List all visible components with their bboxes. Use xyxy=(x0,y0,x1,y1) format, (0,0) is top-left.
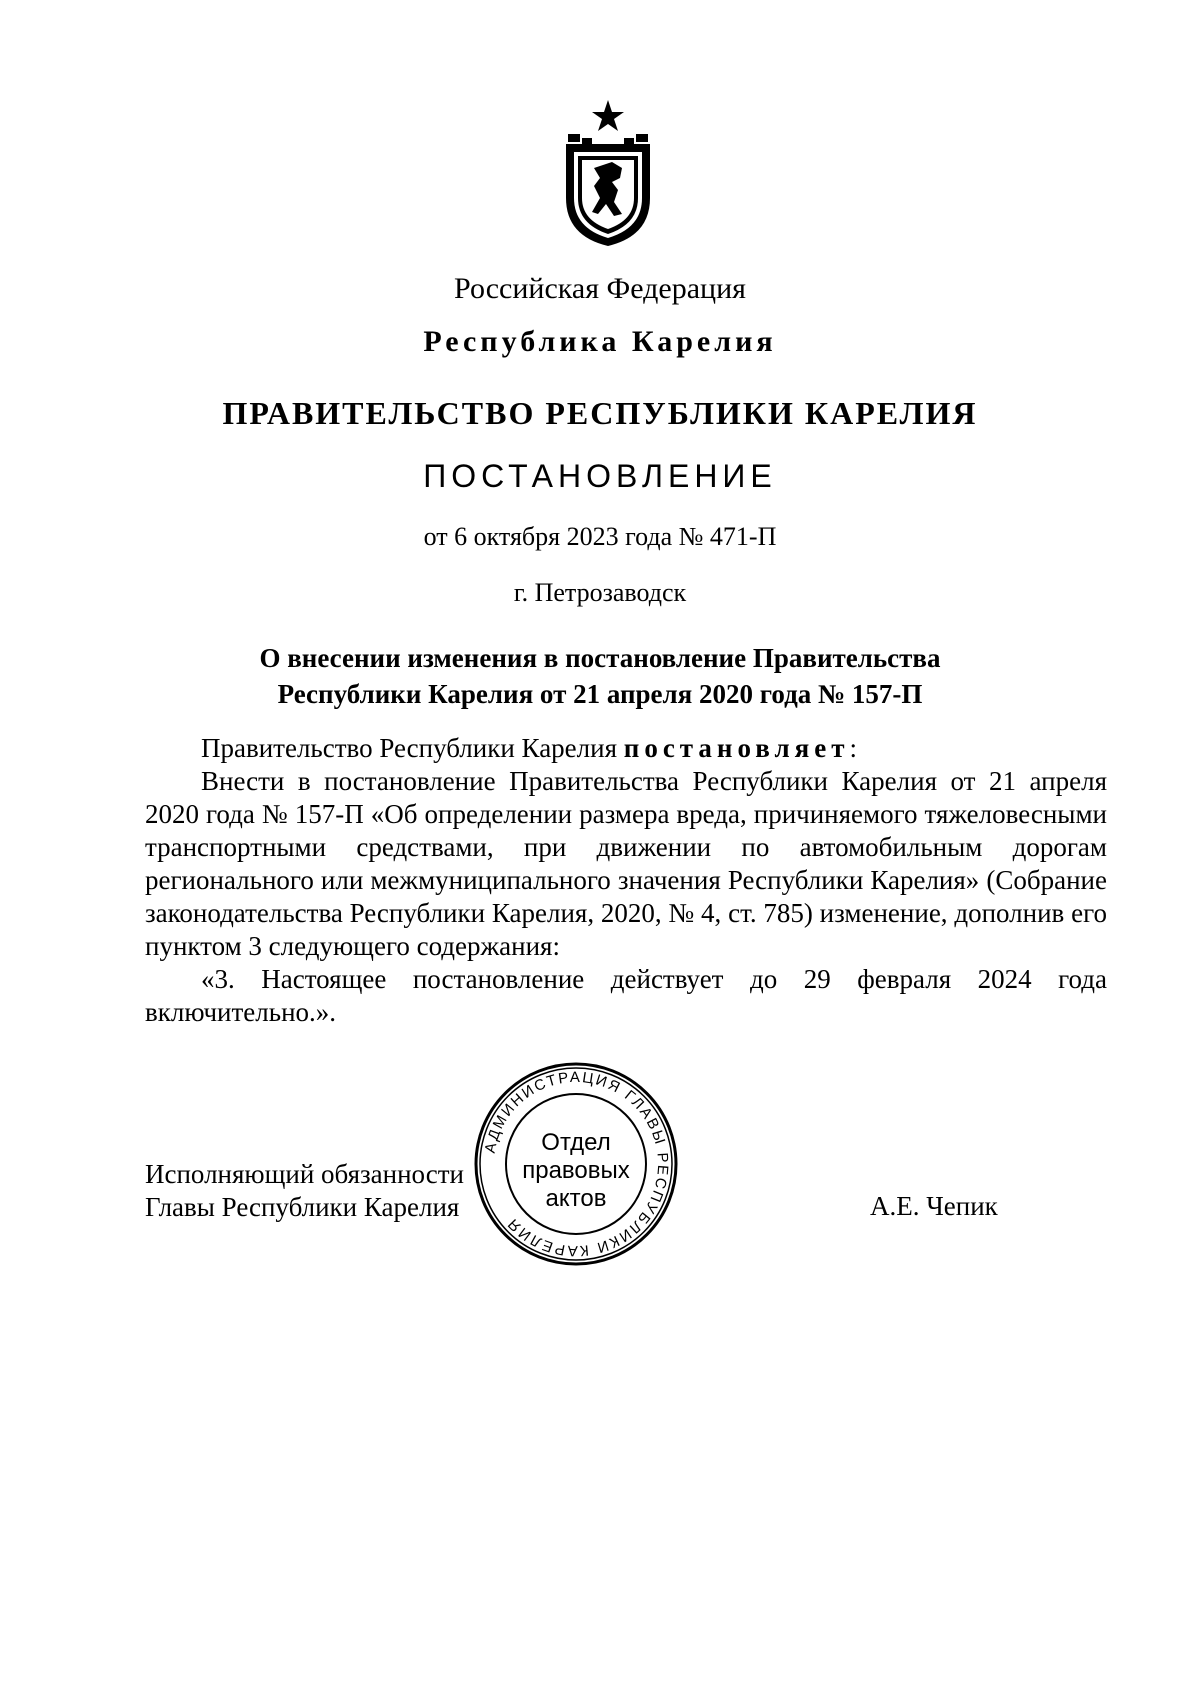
signatory-position-line-2: Главы Республики Карелия xyxy=(145,1192,460,1222)
stamp-outer-text: АДМИНИСТРАЦИЯ ГЛАВЫ РЕСПУБЛИКИ КАРЕЛИЯ xyxy=(481,1068,672,1260)
government-title: ПРАВИТЕЛЬСТВО РЕСПУБЛИКИ КАРЕЛИЯ xyxy=(222,395,978,431)
official-stamp xyxy=(472,1060,680,1268)
intro-suffix: : xyxy=(849,733,858,763)
signatory-position-line-1: Исполняющий обязанности xyxy=(145,1159,464,1189)
stamp-inner-line-1: Отдел xyxy=(541,1129,611,1156)
document-date-number: от 6 октября 2023 года № 471-П xyxy=(423,522,777,551)
intro-prefix: Правительство Республики Карелия xyxy=(201,733,624,763)
stamp-inner-line-2: правовых xyxy=(522,1157,630,1184)
signatory-name: А.Е. Чепик xyxy=(870,1191,998,1221)
document-subject xyxy=(130,640,1070,712)
body-paragraph-2: «3. Настоящее постановление действует до 29 февраля 2024 года включительно.». xyxy=(145,964,1107,1027)
document-body xyxy=(145,732,1107,1029)
subject-line-2: Республики Карелия от 21 апреля 2020 года № 157-П xyxy=(277,679,923,709)
republic-name: Республика Карелия xyxy=(423,325,777,358)
signatory-position xyxy=(145,1158,464,1224)
intro-verb: постановляет xyxy=(623,733,850,763)
stamp-inner-line-3: актов xyxy=(545,1185,607,1212)
document-city: г. Петрозаводск xyxy=(513,578,687,607)
body-paragraph-1: Внести в постановление Правительства Республики Карелия от 21 апреля 2020 года № 157-П «Об определении размера вреда, причиняемого тяжеловесными транспортными средствами, при движении по автомобильным дорогам регионального или межмуниципального значения Республики Карелия» (Собрание законодательства Республики Карелия, 2020, № 4, ст. 785) изменение, дополнив его пунктом 3 следующего содержания: xyxy=(145,766,1107,961)
document-type: ПОСТАНОВЛЕНИЕ xyxy=(423,458,777,494)
subject-line-1: О внесении изменения в постановление Правительства xyxy=(259,643,941,673)
intro-paragraph xyxy=(145,732,1107,765)
karelia-coat-of-arms-icon xyxy=(560,98,656,248)
country-name: Российская Федерация xyxy=(454,272,746,305)
